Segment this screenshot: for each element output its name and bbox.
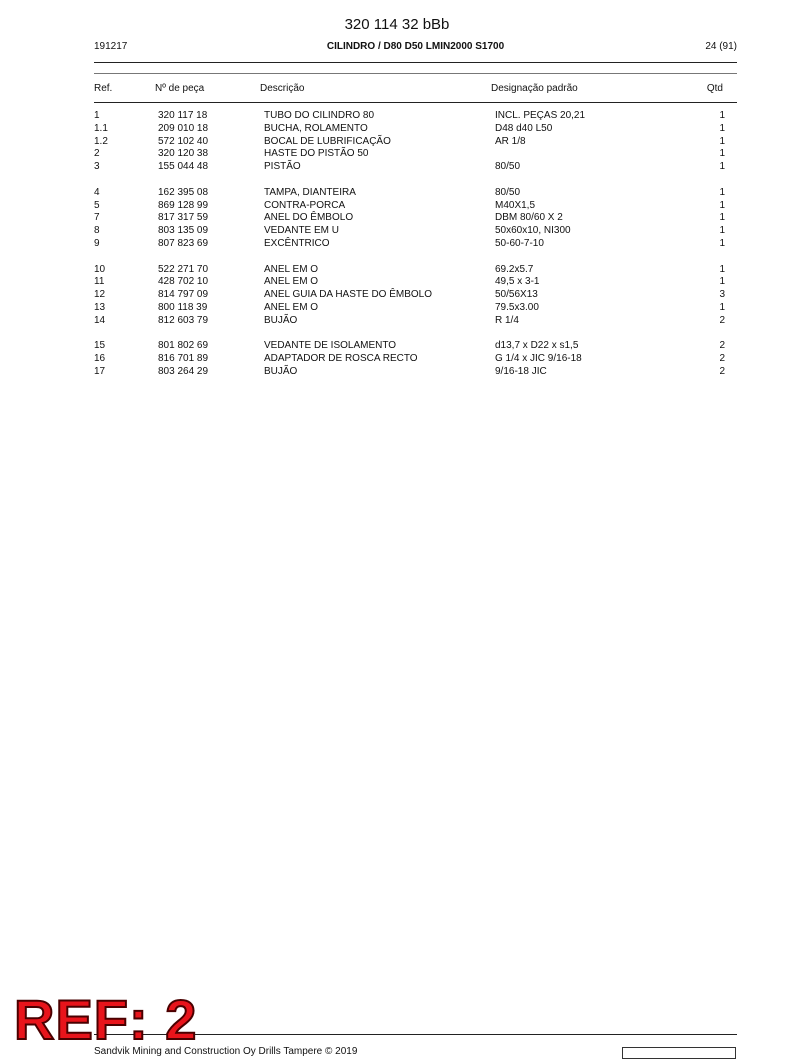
row-standard: 80/50: [495, 161, 521, 173]
header-divider: [94, 62, 737, 63]
row-standard: 50-60-7-10: [495, 237, 544, 249]
row-qty: 2: [719, 340, 725, 352]
row-description: BOCAL DE LUBRIFICAÇÃO: [264, 135, 391, 147]
row-description: ANEL GUIA DA HASTE DO ÊMBOLO: [264, 289, 433, 301]
table-row: [94, 136, 737, 149]
table-header-divider: [94, 102, 737, 103]
footer-copyright: Sandvik Mining and Construction Oy Drills Tampere © 2019: [94, 1046, 358, 1057]
row-part-number: 807 823 69: [158, 237, 209, 249]
row-description: EXCÊNTRICO: [264, 237, 330, 249]
table-row: [94, 340, 737, 353]
row-qty: 1: [719, 276, 725, 288]
row-ref: 7: [94, 212, 100, 224]
row-standard: 50/56X13: [495, 289, 538, 301]
row-standard: M40X1,5: [495, 199, 536, 211]
table-row: [94, 353, 737, 366]
table-row: [94, 110, 737, 123]
document-date: 191217: [94, 41, 128, 52]
row-qty: 1: [719, 110, 725, 121]
row-part-number: 572 102 40: [158, 135, 209, 147]
row-ref: 2: [94, 148, 100, 160]
row-standard: 79.5x3.00: [495, 301, 539, 313]
row-part-number: 155 044 48: [158, 161, 209, 173]
table-row: [94, 366, 737, 379]
row-ref: 1: [94, 110, 100, 121]
row-part-number: 209 010 18: [158, 122, 209, 134]
row-part-number: 869 128 99: [158, 199, 209, 211]
row-ref: 16: [94, 353, 106, 365]
row-qty: 2: [719, 314, 725, 326]
row-part-number: 812 603 79: [158, 314, 209, 326]
document-header: [94, 41, 737, 55]
row-ref: 13: [94, 301, 106, 313]
row-standard: 49,5 x 3-1: [495, 276, 540, 288]
table-row: [94, 276, 737, 289]
row-part-number: 816 701 89: [158, 353, 209, 365]
row-qty: 1: [719, 212, 725, 224]
row-ref: 15: [94, 340, 106, 352]
row-standard: INCL. PEÇAS 20,21: [495, 110, 586, 121]
row-description: CONTRA-PORCA: [264, 199, 346, 211]
row-standard: 80/50: [495, 186, 521, 198]
table-top-divider: [94, 73, 737, 74]
row-qty: 1: [719, 263, 725, 275]
row-description: ANEL DO ÊMBOLO: [264, 212, 354, 224]
column-header-ref: Ref.: [94, 83, 113, 94]
row-part-number: 320 120 38: [158, 148, 209, 160]
row-ref: 12: [94, 289, 106, 301]
row-description: ANEL EM O: [264, 276, 319, 288]
row-description: VEDANTE DE ISOLAMENTO: [264, 340, 397, 352]
table-row: [94, 238, 737, 251]
column-header-part-number: Nº de peça: [155, 83, 205, 94]
row-standard: AR 1/8: [495, 135, 526, 147]
page-number: 24 (91): [705, 41, 737, 52]
document-number: 320 114 32 bBb: [344, 16, 450, 33]
table-row: [94, 123, 737, 136]
group-spacer: [94, 174, 737, 187]
group-spacer: [94, 251, 737, 264]
row-description: BUJÃO: [264, 365, 298, 377]
row-qty: 1: [719, 237, 725, 249]
table-row: [94, 289, 737, 302]
row-qty: 2: [719, 353, 725, 365]
row-part-number: 801 802 69: [158, 340, 209, 352]
row-part-number: 817 317 59: [158, 212, 209, 224]
row-qty: 1: [719, 199, 725, 211]
row-standard: DBM 80/60 X 2: [495, 212, 563, 224]
ref-stamp: REF: 2: [14, 988, 198, 1051]
row-standard: 9/16-18 JIC: [495, 365, 547, 377]
row-qty: 3: [719, 289, 725, 301]
row-ref: 14: [94, 314, 106, 326]
row-part-number: 522 271 70: [158, 263, 209, 275]
row-qty: 2: [719, 365, 725, 377]
row-qty: 1: [719, 135, 725, 147]
row-ref: 17: [94, 365, 106, 377]
row-standard: D48 d40 L50: [495, 122, 553, 134]
row-qty: 1: [719, 161, 725, 173]
row-qty: 1: [719, 148, 725, 160]
table-row: [94, 225, 737, 238]
row-standard: 50x60x10, NI300: [495, 225, 571, 237]
table-row: [94, 212, 737, 225]
row-ref: 1.2: [94, 135, 108, 147]
sandvik-logo: [622, 1047, 736, 1059]
table-row: [94, 264, 737, 277]
row-ref: 9: [94, 237, 100, 249]
row-qty: 1: [719, 225, 725, 237]
row-standard: R 1/4: [495, 314, 519, 326]
row-ref: 8: [94, 225, 100, 237]
table-row: [94, 200, 737, 213]
row-part-number: 803 135 09: [158, 225, 209, 237]
row-ref: 1.1: [94, 122, 108, 134]
table-row: [94, 161, 737, 174]
table-row: [94, 187, 737, 200]
document-title: CILINDRO / D80 D50 LMIN2000 S1700: [326, 41, 505, 52]
row-part-number: 814 797 09: [158, 289, 209, 301]
row-part-number: 162 395 08: [158, 186, 209, 198]
row-ref: 11: [94, 276, 105, 288]
row-part-number: 803 264 29: [158, 365, 209, 377]
table-row: [94, 148, 737, 161]
row-ref: 3: [94, 161, 100, 173]
row-qty: 1: [719, 122, 725, 134]
row-standard: G 1/4 x JIC 9/16-18: [495, 353, 582, 365]
row-ref: 10: [94, 263, 106, 275]
parts-table-body: [94, 110, 737, 379]
row-description: PISTÃO: [264, 161, 301, 173]
row-ref: 5: [94, 199, 100, 211]
row-description: ANEL EM O: [264, 301, 319, 313]
column-header-standard: Designação padrão: [491, 83, 578, 94]
table-row: [94, 302, 737, 315]
table-row: [94, 315, 737, 328]
row-description: BUJÃO: [264, 314, 298, 326]
column-header-qty: Qtd: [706, 83, 723, 94]
column-header-description: Descrição: [260, 83, 305, 94]
row-part-number: 320 117 18: [158, 110, 208, 121]
row-qty: 1: [719, 301, 725, 313]
table-header: [94, 83, 737, 97]
row-standard: d13,7 x D22 x s1,5: [495, 340, 579, 352]
row-description: TAMPA, DIANTEIRA: [264, 186, 356, 198]
row-description: ANEL EM O: [264, 263, 319, 275]
row-part-number: 428 702 10: [158, 276, 209, 288]
group-spacer: [94, 328, 737, 341]
row-description: ADAPTADOR DE ROSCA RECTO: [264, 353, 418, 365]
row-description: BUCHA, ROLAMENTO: [264, 122, 368, 134]
row-description: HASTE DO PISTÃO 50: [264, 148, 369, 160]
row-ref: 4: [94, 186, 100, 198]
row-description: VEDANTE EM U: [264, 225, 340, 237]
row-standard: 69.2x5.7: [495, 263, 534, 275]
row-part-number: 800 118 39: [158, 301, 208, 313]
row-qty: 1: [719, 186, 725, 198]
row-description: TUBO DO CILINDRO 80: [264, 110, 375, 121]
